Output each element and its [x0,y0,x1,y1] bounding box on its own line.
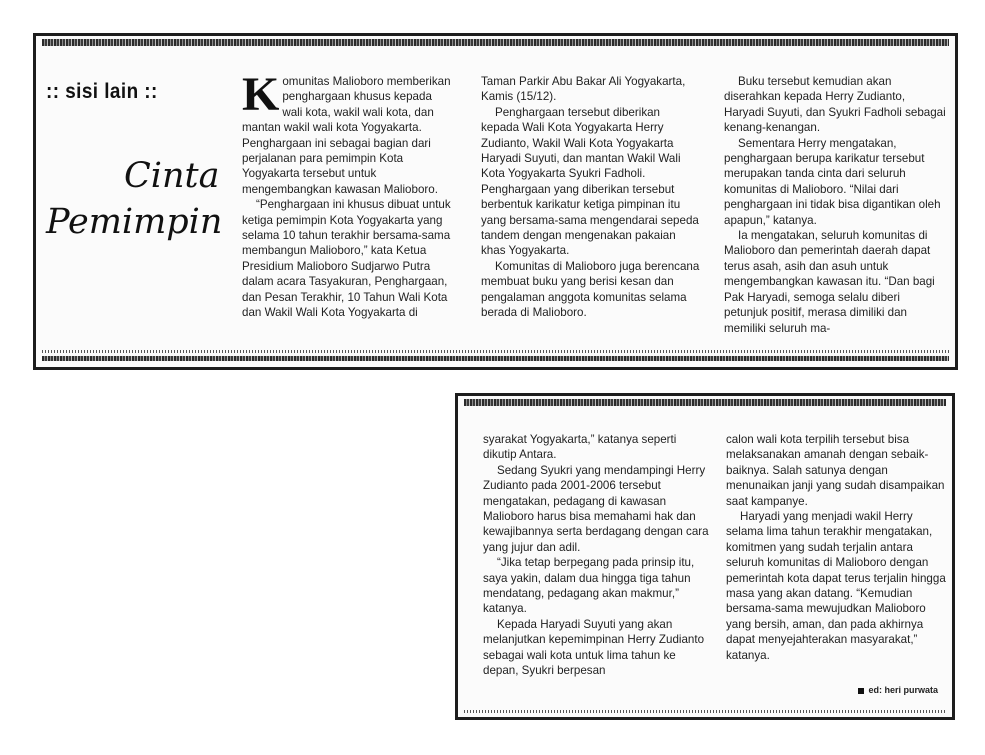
article-clipping-top [33,33,958,370]
bottom-border-band [42,356,949,361]
editor-credit [858,685,938,695]
paragraph: Sedang Syukri yang mendampingi Herry Zudianto pada 2001-2006 tersebut mengatakan, pedagang di kawasan Malioboro harus bisa memahami hak dan kewajibannya serta berdagang dengan cara yang jujur dan adil. [483,463,709,554]
paragraph: calon wali kota terpilih tersebut bisa melaksanakan amanah dengan sebaik-baiknya. Salah satunya dengan menunaikan janji yang sudah disampaikan saat kampanye. [726,433,945,508]
paragraph: omunitas Malioboro memberikan penghargaan khusus kepada wali kota, wakil wali kota, dan mantan wakil wali kota Yogyakarta. Penghargaan ini sebagai bagian dari perjalanan para pemimpin Kota Yogyakarta tersebut untuk mengembangkan kawasan Malioboro. [242,75,451,196]
article-clipping-continuation [455,393,955,720]
top-border-band [464,399,946,406]
text-column-3 [724,74,946,336]
editor-credit-text: ed: heri purwata [868,685,938,695]
rubric-label: :: sisi lain :: [46,80,158,103]
drop-cap: K [242,68,280,121]
headline-line-2: Pemimpin [46,202,223,242]
paragraph: Sementara Herry mengatakan, penghargaan berupa karikatur tersebut merupakan tanda cinta dari seluruh komunitas di Malioboro. “Nilai dari penghargaan ini tidak bisa digantikan oleh apapun,” katanya. [724,136,941,227]
paragraph: “Jika tetap berpegang pada prinsip itu, saya yakin, dalam dua hingga tiga tahun mendatang, pedagang akan makmur,” katanya. [483,556,695,616]
text-column-1 [242,68,454,321]
paragraph: syarakat Yogyakarta,” katanya seperti dikutip Antara. [483,433,677,462]
text-column-2 [481,74,701,321]
paragraph: Komunitas di Malioboro juga berencana membuat buku yang berisi kesan dan pengalaman anggota komunitas selama berada di Malioboro. [481,259,700,320]
headline-line-1: Cinta [124,156,220,196]
paragraph: Taman Parkir Abu Bakar Ali Yogyakarta, Kamis (15/12). [481,75,686,104]
bottom-dotted-rule [42,350,949,353]
paragraph: “Penghargaan ini khusus dibuat untuk ketiga pemimpin Kota Yogyakarta yang selama 10 tahun terakhir bersama-sama membangun Malioboro,” kata Ketua Presidium Malioboro Sudjarwo Putra dalam acara Tasyakuran, Penghargaan, dan Pesan Terakhir, 10 Tahun Wali Kota dan Wakil Wali Kota Yogyakarta di [242,198,451,320]
paragraph: Haryadi yang menjadi wakil Herry selama lima tahun terakhir mengatakan, komitmen yang sudah terjalin antara seluruh komunitas di Malioboro dengan pemerintah kota dapat terus terjalin hingga masa yang akan datang. “Kemudian bersama-sama mewujudkan Malioboro yang bersih, aman, dan pada akhirnya dapat menyejahterakan masyarakat,” katanya. [726,510,946,662]
paragraph: Kepada Haryadi Suyuti yang akan melanjutkan kepemimpinan Herry Zudianto sebagai wali kota untuk lima tahun ke depan, Syukri berpesan [483,617,705,678]
paragraph: Buku tersebut kemudian akan diserahkan kepada Herry Zudianto, Haryadi Suyuti, dan Syukri Fadholi sebagai kenang-kenangan. [724,75,946,135]
text-column-4 [483,432,711,679]
top-border-band [42,39,949,46]
square-bullet-icon [858,688,864,694]
paragraph: Penghargaan tersebut diberikan kepada Wali Kota Yogyakarta Herry Zudianto, Wakil Wali Kota Yogyakarta Haryadi Suyuti, dan mantan Wakil Wali Kota Yogyakarta Syukri Fadholi. Penghargaan yang diberikan tersebut berbentuk karikatur ketiga pimpinan itu yang bersama-sama mengendarai sepeda tandem dengan mengenakan pakaian khas Yogyakarta. [481,105,699,258]
paragraph: Ia mengatakan, seluruh komunitas di Malioboro dan pemerintah daerah dapat terus asah, asih dan asuh untuk mengembangkan kawasan itu. “Dan bagi Pak Haryadi, semoga selalu diberi petunjuk positif, merasa dimiliki dan memiliki seluruh ma- [724,229,935,335]
text-column-5 [726,432,948,663]
bottom-dotted-rule [464,710,946,713]
